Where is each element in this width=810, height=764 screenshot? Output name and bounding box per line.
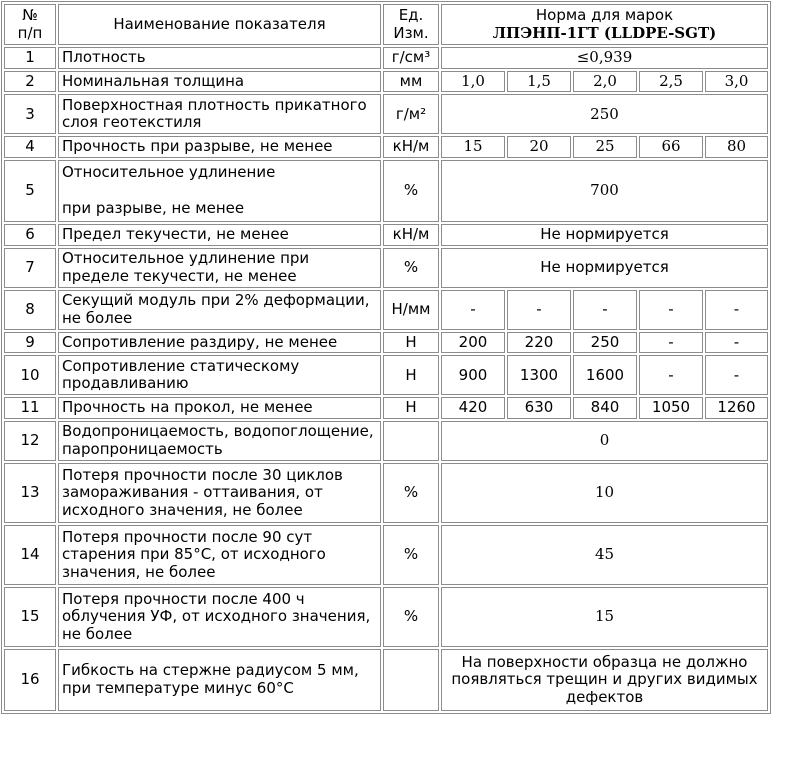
row-value: 200 xyxy=(441,332,505,354)
row-value: 66 xyxy=(639,136,703,158)
spec-table xyxy=(1,1,771,714)
row-name: Прочность при разрыве, не менее xyxy=(58,136,381,158)
row-unit: % xyxy=(383,525,439,585)
row-num: 1 xyxy=(4,47,56,69)
row-value: - xyxy=(441,290,505,330)
row-unit: Н/мм xyxy=(383,290,439,330)
row-name: Потеря прочности после 400 ч облучения УФ, от исходного значения, не более xyxy=(58,587,381,647)
row-value: 3,0 xyxy=(705,71,768,93)
row-unit: г/м² xyxy=(383,94,439,134)
row-value: 10 xyxy=(441,463,768,523)
row-unit: мм xyxy=(383,71,439,93)
row-value: 220 xyxy=(507,332,571,354)
row-value: 15 xyxy=(441,136,505,158)
row-num: 4 xyxy=(4,136,56,158)
row-name: Прочность на прокол, не менее xyxy=(58,397,381,419)
table-row xyxy=(4,397,768,419)
row-unit: Н xyxy=(383,397,439,419)
row-name: Сопротивление статическому продавливанию xyxy=(58,355,381,395)
table-row xyxy=(4,136,768,158)
row-value: 250 xyxy=(573,332,637,354)
row-value: 250 xyxy=(441,94,768,134)
row-unit xyxy=(383,649,439,711)
row-value: - xyxy=(639,290,703,330)
row-value: - xyxy=(639,332,703,354)
row-value: 2,5 xyxy=(639,71,703,93)
row-value: - xyxy=(705,355,768,395)
row-value: 25 xyxy=(573,136,637,158)
row-value: - xyxy=(705,290,768,330)
row-num: 9 xyxy=(4,332,56,354)
row-value: На поверхности образца не должно появляться трещин и других видимых дефектов xyxy=(441,649,768,711)
row-value: 420 xyxy=(441,397,505,419)
table-row xyxy=(4,421,768,461)
header-name: Наименование показателя xyxy=(58,4,381,45)
table-row xyxy=(4,94,768,134)
table-row xyxy=(4,71,768,93)
row-value: - xyxy=(639,355,703,395)
row-value: 0 xyxy=(441,421,768,461)
row-unit xyxy=(383,421,439,461)
row-unit: % xyxy=(383,587,439,647)
row-value: Не нормируется xyxy=(441,224,768,246)
row-num: 3 xyxy=(4,94,56,134)
header-row xyxy=(4,4,768,45)
row-num: 12 xyxy=(4,421,56,461)
row-value: 20 xyxy=(507,136,571,158)
row-name: Относительное удлинение при разрыве, не менее xyxy=(58,160,381,222)
row-unit: % xyxy=(383,463,439,523)
row-name: Сопротивление раздиру, не менее xyxy=(58,332,381,354)
row-unit: кН/м xyxy=(383,136,439,158)
table-row xyxy=(4,290,768,330)
row-unit: % xyxy=(383,248,439,288)
row-num: 8 xyxy=(4,290,56,330)
row-value: ≤0,939 xyxy=(441,47,768,69)
header-norm: Норма для марок ЛПЭНП-1ГТ (LLDPE-SGT) xyxy=(441,4,768,45)
row-num: 2 xyxy=(4,71,56,93)
row-value: - xyxy=(573,290,637,330)
row-value: 80 xyxy=(705,136,768,158)
row-num: 13 xyxy=(4,463,56,523)
table-row xyxy=(4,47,768,69)
row-name: Потеря прочности после 30 циклов замораживания - оттаивания, от исходного значения, не более xyxy=(58,463,381,523)
row-num: 10 xyxy=(4,355,56,395)
row-name: Плотность xyxy=(58,47,381,69)
row-value: 15 xyxy=(441,587,768,647)
row-value: 1300 xyxy=(507,355,571,395)
row-name: Поверхностная плотность прикатного слоя геотекстиля xyxy=(58,94,381,134)
table-row xyxy=(4,463,768,523)
row-name: Гибкость на стержне радиусом 5 мм, при температуре минус 60°С xyxy=(58,649,381,711)
row-value: 700 xyxy=(441,160,768,222)
row-value: 2,0 xyxy=(573,71,637,93)
row-num: 5 xyxy=(4,160,56,222)
row-name: Предел текучести, не менее xyxy=(58,224,381,246)
row-num: 15 xyxy=(4,587,56,647)
table-row xyxy=(4,587,768,647)
row-value: - xyxy=(507,290,571,330)
row-value: 1050 xyxy=(639,397,703,419)
table-row xyxy=(4,355,768,395)
row-name: Водопроницаемость, водопоглощение, паропроницаемость xyxy=(58,421,381,461)
row-value: 1,0 xyxy=(441,71,505,93)
row-value: 1260 xyxy=(705,397,768,419)
table-row xyxy=(4,332,768,354)
row-value: 630 xyxy=(507,397,571,419)
table-row xyxy=(4,160,768,222)
table-row xyxy=(4,248,768,288)
row-num: 6 xyxy=(4,224,56,246)
row-num: 7 xyxy=(4,248,56,288)
row-num: 14 xyxy=(4,525,56,585)
row-unit: г/см³ xyxy=(383,47,439,69)
table-row xyxy=(4,649,768,711)
row-value: 1600 xyxy=(573,355,637,395)
row-value: 840 xyxy=(573,397,637,419)
table-row xyxy=(4,525,768,585)
row-unit: Н xyxy=(383,332,439,354)
row-num: 16 xyxy=(4,649,56,711)
row-name: Секущий модуль при 2% деформации, не более xyxy=(58,290,381,330)
header-unit: Ед. Изм. xyxy=(383,4,439,45)
row-value: 45 xyxy=(441,525,768,585)
row-value: - xyxy=(705,332,768,354)
row-name: Относительное удлинение при пределе текучести, не менее xyxy=(58,248,381,288)
row-unit: кН/м xyxy=(383,224,439,246)
row-unit: Н xyxy=(383,355,439,395)
row-value: Не нормируется xyxy=(441,248,768,288)
row-num: 11 xyxy=(4,397,56,419)
header-num: № п/п xyxy=(4,4,56,45)
row-name: Номинальная толщина xyxy=(58,71,381,93)
row-name: Потеря прочности после 90 сут старения при 85°С, от исходного значения, не более xyxy=(58,525,381,585)
row-value: 1,5 xyxy=(507,71,571,93)
table-row xyxy=(4,224,768,246)
row-value: 900 xyxy=(441,355,505,395)
row-unit: % xyxy=(383,160,439,222)
